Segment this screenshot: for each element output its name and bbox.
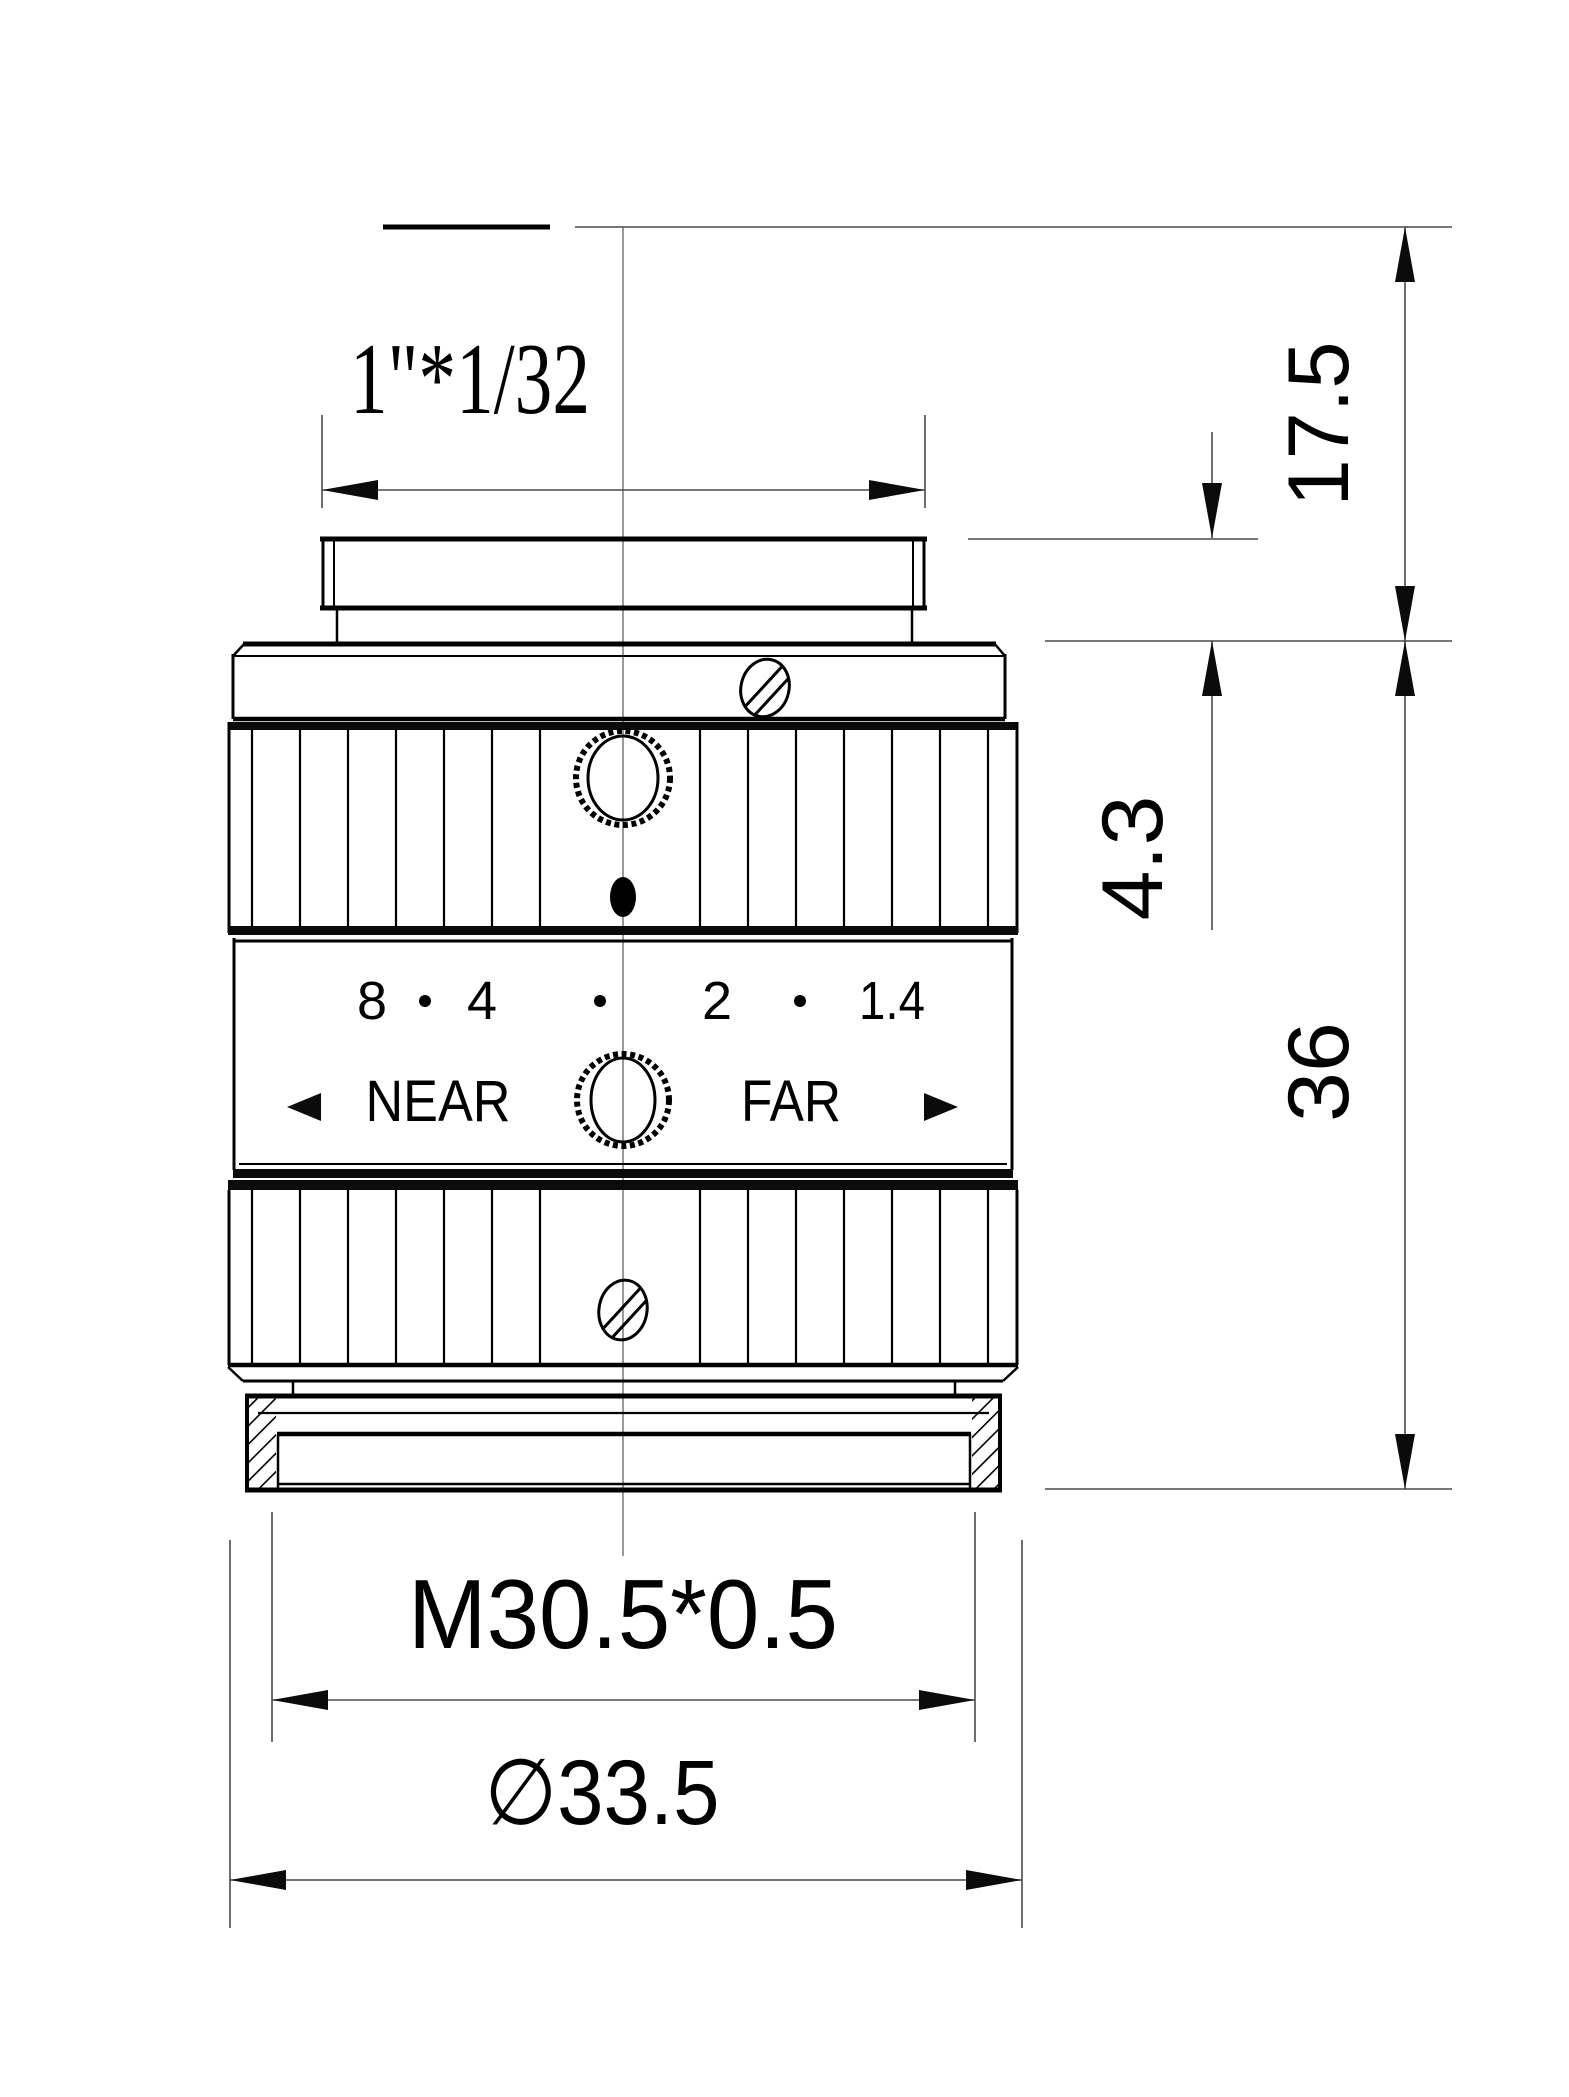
dim-text-body-length: 36	[1271, 1026, 1367, 1122]
set-screw-lower-icon	[594, 1276, 656, 1343]
dim-text-filter-thread: M30.5*0.5	[408, 1559, 838, 1669]
aperture-index-dot	[594, 995, 606, 1007]
mount-flange-band	[233, 643, 1005, 722]
aperture-mark-4: 4	[466, 971, 498, 1031]
dim-arrow-left-icon	[230, 1870, 286, 1890]
dim-text-flange-distance: 17.5	[1271, 339, 1367, 507]
dim-arrow-down-icon	[1202, 483, 1222, 538]
dim-body-length	[1271, 641, 1415, 1489]
index-dot	[610, 877, 636, 917]
dim-flange-distance	[1271, 227, 1415, 641]
aperture-mark-8: 8	[356, 971, 388, 1031]
far-direction-icon	[924, 1093, 958, 1121]
dim-arrow-up-icon	[1395, 641, 1415, 696]
aperture-mark-2: 2	[701, 971, 733, 1031]
dim-text-thread-length: 4.3	[1085, 800, 1181, 921]
dim-thread-length	[1085, 432, 1222, 930]
set-screw-icon	[735, 654, 798, 722]
dim-arrow-left-icon	[272, 1690, 328, 1710]
focus-far-label: FAR	[741, 1069, 841, 1134]
dim-arrow-right-icon	[919, 1690, 975, 1710]
aperture-index-dot	[419, 995, 431, 1007]
section-hatch-left	[249, 1398, 276, 1488]
dim-arrow-right-icon	[869, 480, 925, 500]
dim-arrow-up-icon	[1202, 641, 1222, 696]
dim-arrow-left-icon	[322, 480, 378, 500]
near-direction-icon	[287, 1093, 321, 1121]
dim-arrow-right-icon	[966, 1870, 1022, 1890]
dim-text-top-thread: 1"*1/32	[350, 323, 590, 436]
dim-arrow-down-icon	[1395, 1434, 1415, 1489]
aperture-mark-1-4: 1.4	[859, 971, 925, 1031]
dim-arrow-up-icon	[1395, 227, 1415, 282]
dim-arrow-down-icon	[1395, 586, 1415, 641]
focus-near-label: NEAR	[365, 1069, 511, 1134]
dim-text-front-diameter: ∅33.5	[484, 1742, 720, 1844]
section-hatch-right	[972, 1398, 999, 1488]
knurl-lines-lower	[252, 1190, 988, 1363]
aperture-index-dot	[794, 995, 806, 1007]
